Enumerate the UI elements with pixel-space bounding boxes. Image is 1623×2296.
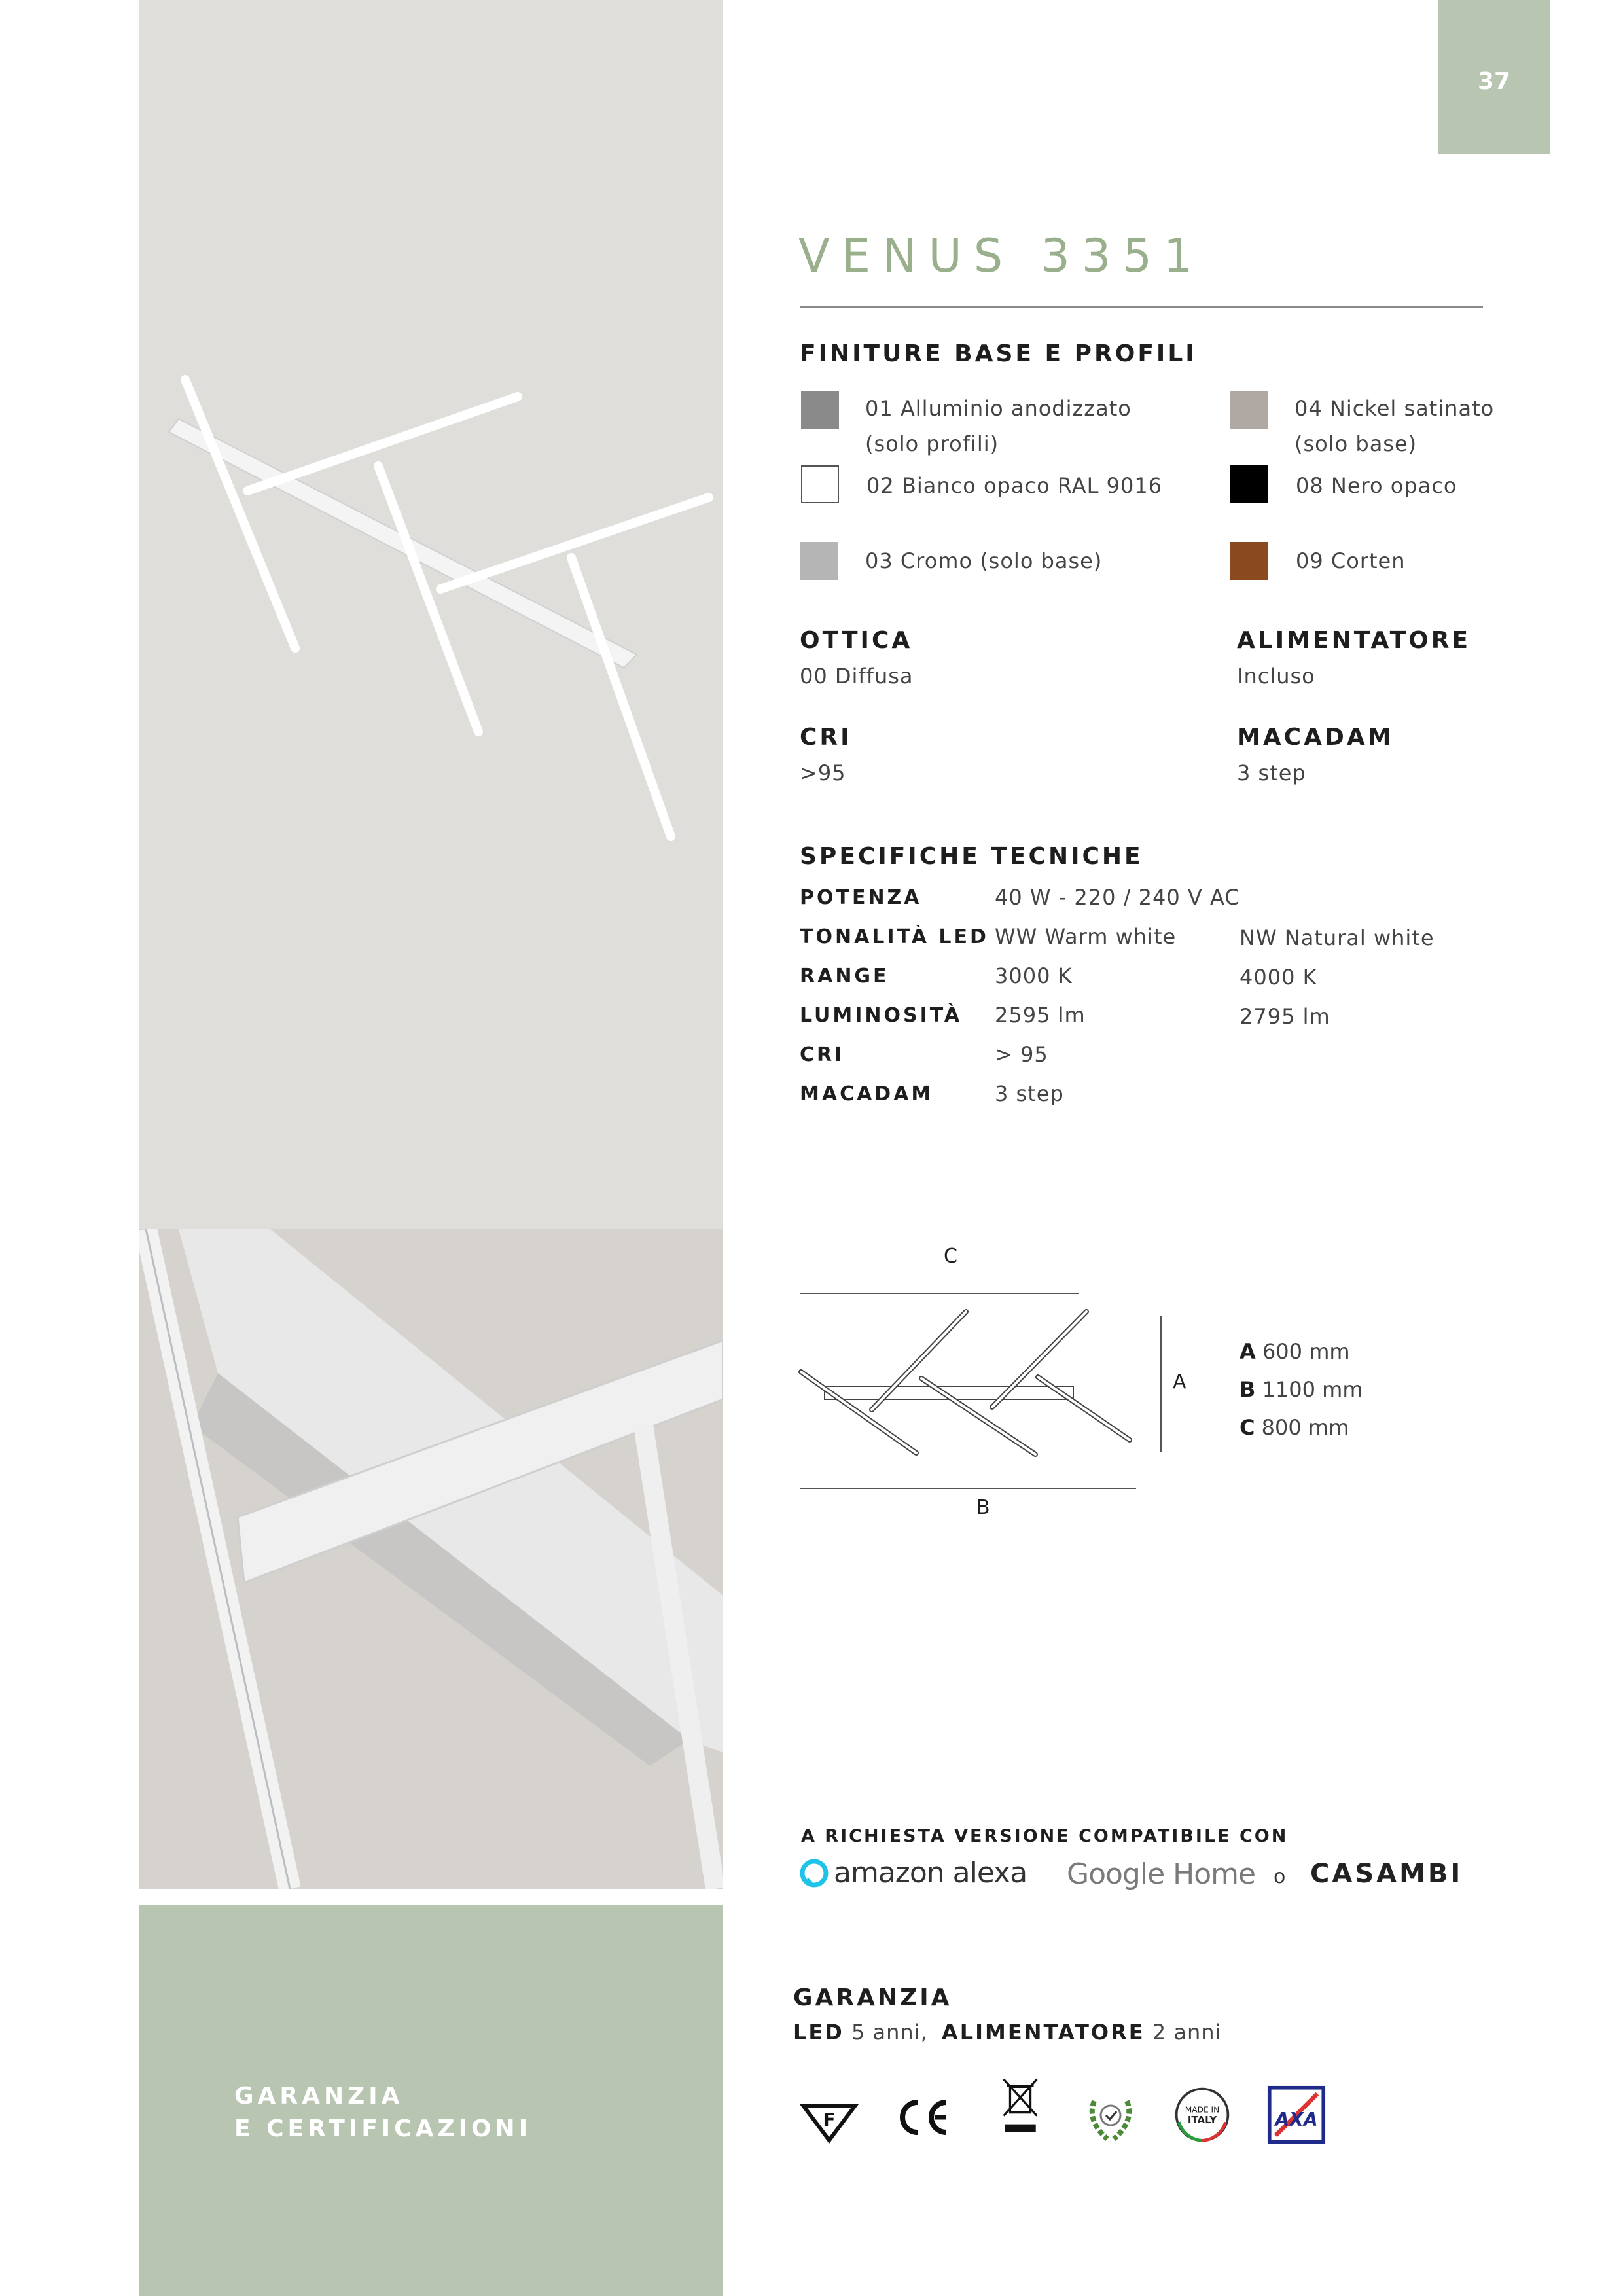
finish-swatch-corten <box>1230 542 1268 580</box>
alexa-logo: amazon alexa <box>798 1856 1027 1890</box>
weee-bin-icon <box>991 2076 1050 2135</box>
laurel-award-icon <box>1081 2088 1140 2147</box>
alimentatore-heading: ALIMENTATORE <box>1237 627 1471 654</box>
specs-heading: SPECIFICHE TECNICHE <box>800 843 1143 870</box>
finish-swatch-alluminio <box>801 391 839 429</box>
spec-val-tonalita-ww: WW Warm white <box>995 924 1177 949</box>
dimension-values <box>1240 1333 1363 1446</box>
svg-text:AXA: AXA <box>1275 2108 1318 2130</box>
svg-text:ITALY: ITALY <box>1187 2114 1217 2126</box>
finish-label-bianco: 02 Bianco opaco RAL 9016 <box>866 473 1163 498</box>
compat-heading: A RICHIESTA VERSIONE COMPATIBILE CON <box>801 1826 1289 1846</box>
product-photo-top <box>139 0 723 1229</box>
lamp-detail-illustration <box>139 1229 723 1889</box>
finish-swatch-cromo <box>800 542 838 580</box>
finish-label-alluminio: 01 Alluminio anodizzato (solo profili) <box>865 396 1132 456</box>
spec-val-luminosita-ww: 2595 lm <box>995 1003 1086 1028</box>
finishes-heading: FINITURE BASE E PROFILI <box>800 340 1197 367</box>
dimension-c-label: C <box>944 1245 957 1268</box>
warranty-details: LED 5 anni, ALIMENTATORE 2 anni <box>793 2020 1222 2045</box>
ottica-heading: OTTICA <box>800 627 913 654</box>
finish-label-nero: 08 Nero opaco <box>1296 473 1457 498</box>
svg-text:MADE IN: MADE IN <box>1185 2105 1220 2115</box>
alexa-ring-icon <box>798 1857 830 1889</box>
alimentatore-value: Incluso <box>1237 664 1315 689</box>
ottica-value: 00 Diffusa <box>800 664 914 689</box>
spec-key-tonalita: TONALITÀ LED <box>800 925 989 948</box>
ce-mark-icon <box>891 2088 950 2147</box>
spec-val-range-ww: 3000 K <box>995 963 1073 988</box>
casambi-logo: CASAMBI <box>1310 1859 1463 1889</box>
spec-val-luminosita-nw: 2795 lm <box>1240 1004 1330 1029</box>
dimension-a-row: A 600 mm <box>1240 1339 1350 1364</box>
finish-swatch-nero <box>1230 465 1268 503</box>
certifications-label: GARANZIA E CERTIFICAZIONI <box>234 2083 532 2142</box>
svg-text:F: F <box>823 2109 836 2130</box>
product-title: VENUS 3351 <box>798 229 1205 283</box>
spec-val-range-nw: 4000 K <box>1240 965 1317 990</box>
finish-label-corten: 09 Corten <box>1296 548 1406 573</box>
spec-key-range: RANGE <box>800 965 889 988</box>
dimension-drawing <box>792 1283 1185 1505</box>
dimension-b-label: B <box>976 1496 990 1519</box>
spec-key-potenza: POTENZA <box>800 886 922 909</box>
dimension-a-label: A <box>1173 1371 1186 1393</box>
cri-heading: CRI <box>800 724 852 751</box>
page-number: 37 <box>1477 68 1511 95</box>
spec-key-macadam: MACADAM <box>800 1083 934 1105</box>
spec-val-tonalita-nw: NW Natural white <box>1240 925 1435 950</box>
axa-insurance-icon <box>1267 2085 1326 2144</box>
spec-val-macadam: 3 step <box>995 1081 1064 1106</box>
finish-label-nickel: 04 Nickel satinato (solo base) <box>1294 396 1495 456</box>
spec-val-potenza: 40 W - 220 / 240 V AC <box>995 885 1240 910</box>
finish-label-cromo: 03 Cromo (solo base) <box>865 548 1103 573</box>
macadam-value: 3 step <box>1237 761 1306 785</box>
macadam-heading: MACADAM <box>1237 724 1394 751</box>
finish-swatch-nickel <box>1230 391 1268 429</box>
lamp-illustration-top <box>139 0 723 1229</box>
spec-key-luminosita: LUMINOSITÀ <box>800 1004 963 1027</box>
cri-value: >95 <box>800 761 846 785</box>
title-divider <box>800 306 1483 308</box>
f-mark-icon <box>800 2088 859 2147</box>
dimension-c-row: C 800 mm <box>1240 1415 1349 1440</box>
spec-val-cri: > 95 <box>995 1042 1048 1067</box>
spec-key-cri: CRI <box>800 1043 845 1066</box>
product-photo-detail <box>139 1229 723 1889</box>
dimension-b-row: B 1100 mm <box>1240 1377 1363 1402</box>
made-in-italy-icon <box>1173 2085 1232 2144</box>
finish-swatch-bianco <box>801 465 839 503</box>
compat-or: o <box>1274 1865 1286 1888</box>
warranty-heading: GARANZIA <box>793 1984 952 2011</box>
google-home-logo: Google Home <box>1067 1857 1256 1891</box>
